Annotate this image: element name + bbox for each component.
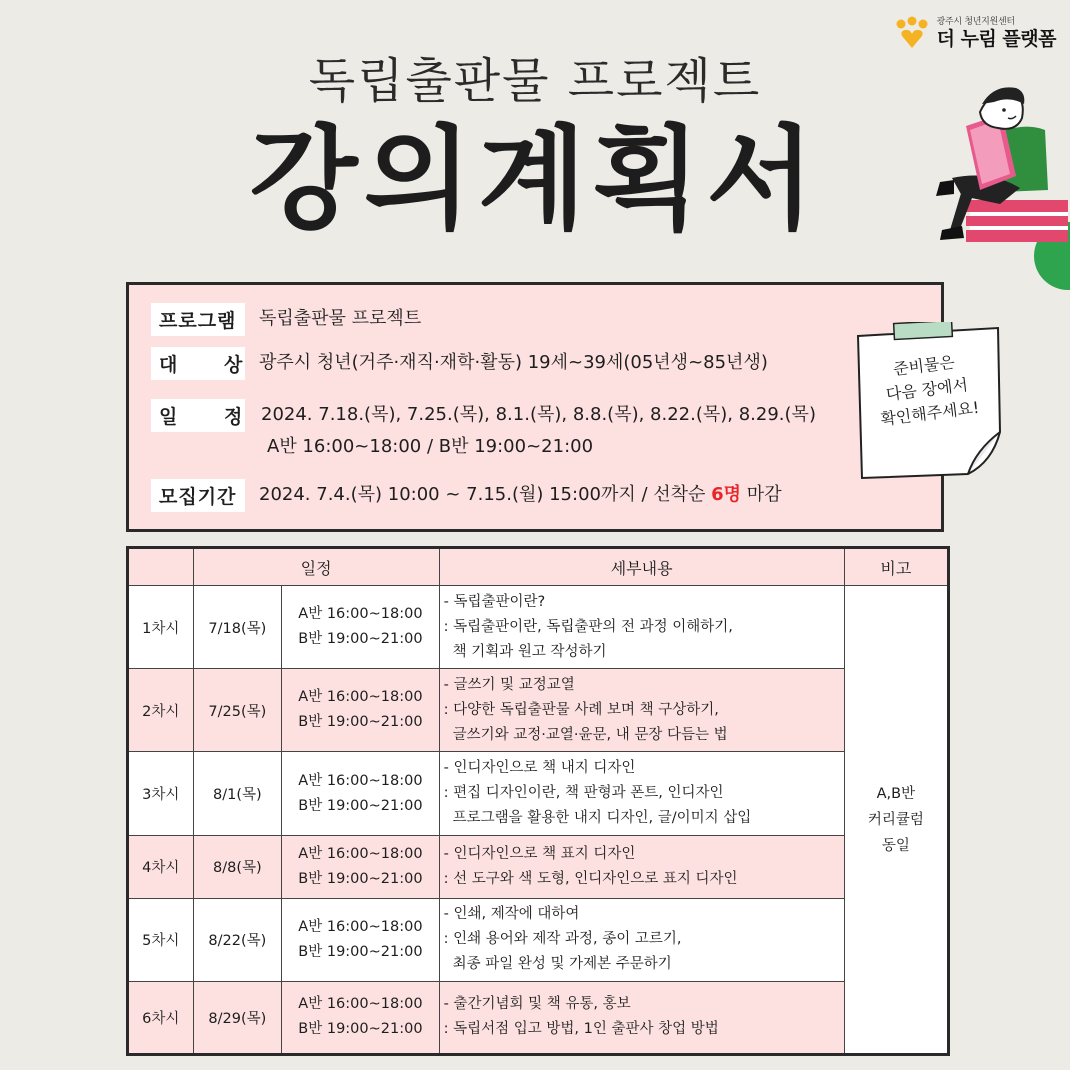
session-cell: 5차시 [128, 898, 194, 981]
details-line: 책 기획과 원고 작성하기 [452, 643, 607, 660]
session-cell: 2차시 [128, 669, 194, 752]
details-line: - 글쓰기 및 교정교열 [443, 676, 575, 693]
a-class-time: A반 16:00~18:00 [298, 918, 423, 935]
target-label: 대 상 [151, 347, 245, 380]
remarks-cell [844, 586, 948, 1055]
logo-name-text: 더 누림 플랫폼 [936, 27, 1056, 50]
program-row [151, 303, 421, 336]
b-class-time: B반 19:00~21:00 [298, 797, 423, 814]
page-title: 강의계획서 [249, 115, 821, 245]
target-value: 광주시 청년(거주·재직·재학·활동) 19세~39세(05년생~85년생) [259, 352, 768, 373]
date-cell: 8/22(목) [193, 898, 282, 981]
schedule-dates: 2024. 7.18.(목), 7.25.(목), 8.1.(목), 8.8.(목), 8.22.(목), 8.29.(목) [261, 404, 816, 425]
a-class-time: A반 16:00~18:00 [298, 606, 423, 623]
recruit-highlight: 6명 [711, 484, 742, 505]
remark-line: 동일 [881, 837, 910, 854]
target-row [151, 347, 768, 380]
recruit-label: 모집기간 [151, 479, 245, 512]
details-line: : 독립출판이란, 독립출판의 전 과정 이해하기, [443, 618, 733, 635]
reading-person-illustration [870, 70, 1070, 290]
a-class-time: A반 16:00~18:00 [298, 689, 423, 706]
note-line-3: 확인해주세요! [879, 397, 981, 429]
note-line-2: 다음 장에서 [884, 375, 969, 404]
schedule-times: A반 16:00~18:00 / B반 19:00~21:00 [267, 436, 594, 457]
time-cell [282, 835, 439, 898]
table-row [128, 835, 949, 898]
details-line: 프로그램을 활용한 내지 디자인, 글/이미지 삽입 [452, 810, 752, 827]
a-class-time: A반 16:00~18:00 [298, 772, 423, 789]
time-cell [282, 669, 439, 752]
curriculum-table [126, 546, 950, 1056]
b-class-time: B반 19:00~21:00 [298, 631, 423, 648]
details-cell [439, 752, 844, 835]
note-line-1: 준비물은 [892, 352, 956, 379]
details-cell [439, 586, 844, 669]
details-cell [439, 669, 844, 752]
date-cell: 8/1(목) [193, 752, 282, 835]
table-row [128, 898, 949, 981]
header-blank [128, 548, 194, 586]
header-schedule: 일정 [193, 548, 439, 586]
details-line: : 인쇄 용어와 제작 과정, 종이 고르기, [443, 931, 682, 948]
date-cell: 7/18(목) [193, 586, 282, 669]
a-class-time: A반 16:00~18:00 [298, 996, 423, 1013]
schedule-row [151, 399, 816, 463]
session-cell: 3차시 [128, 752, 194, 835]
b-class-time: B반 19:00~21:00 [298, 714, 423, 731]
details-line: - 출간기념회 및 책 유통, 홍보 [443, 996, 631, 1013]
time-cell [282, 586, 439, 669]
details-line: - 인쇄, 제작에 대하여 [443, 906, 580, 923]
table-header-row [128, 548, 949, 586]
program-value: 독립출판물 프로젝트 [259, 308, 422, 329]
details-cell [439, 835, 844, 898]
details-line: : 독립서점 입고 방법, 1인 출판사 창업 방법 [443, 1021, 719, 1038]
details-line: 글쓰기와 교정·교열·윤문, 내 문장 다듬는 법 [452, 726, 728, 743]
schedule-label: 일 정 [151, 399, 245, 432]
table-row [128, 752, 949, 835]
session-cell: 4차시 [128, 835, 194, 898]
time-cell [282, 898, 439, 981]
date-cell: 8/8(목) [193, 835, 282, 898]
recruit-suffix: 마감 [741, 484, 782, 505]
remark-line: A,B반 [876, 785, 916, 802]
b-class-time: B반 19:00~21:00 [298, 943, 423, 960]
b-class-time: B반 19:00~21:00 [298, 870, 423, 887]
program-label: 프로그램 [151, 303, 245, 336]
recruit-period: 2024. 7.4.(목) 10:00 ~ 7.15.(월) 15:00까지 / 선착순 [259, 484, 712, 505]
details-line: - 독립출판이란? [443, 593, 546, 610]
session-cell: 6차시 [128, 981, 194, 1054]
a-class-time: A반 16:00~18:00 [298, 845, 423, 862]
b-class-time: B반 19:00~21:00 [298, 1021, 423, 1038]
remark-line: 커리큘럼 [867, 811, 924, 828]
time-cell [282, 981, 439, 1054]
table-row [128, 586, 949, 669]
details-line: : 편집 디자인이란, 책 판형과 폰트, 인디자인 [443, 785, 724, 802]
table-row [128, 669, 949, 752]
recruit-value [259, 479, 782, 511]
date-cell: 8/29(목) [193, 981, 282, 1054]
details-line: : 다양한 독립출판물 사례 보며 책 구상하기, [443, 701, 719, 718]
logo-org-text: 광주시 청년지원센터 [936, 16, 1015, 27]
details-cell [439, 981, 844, 1054]
program-info-box [126, 282, 944, 532]
recruit-row [151, 479, 782, 512]
details-line: 최종 파일 완성 및 가제본 주문하기 [452, 956, 672, 973]
details-line: - 인디자인으로 책 내지 디자인 [443, 760, 636, 777]
date-cell: 7/25(목) [193, 669, 282, 752]
details-line: - 인디자인으로 책 표지 디자인 [443, 845, 636, 862]
session-cell: 1차시 [128, 586, 194, 669]
page-subtitle: 독립출판물 프로젝트 [308, 53, 762, 109]
header-remarks: 비고 [844, 548, 948, 586]
details-line: : 선 도구와 색 도형, 인디자인으로 표지 디자인 [443, 870, 738, 887]
details-cell [439, 898, 844, 981]
time-cell [282, 752, 439, 835]
header-details: 세부내용 [439, 548, 844, 586]
table-row [128, 981, 949, 1054]
